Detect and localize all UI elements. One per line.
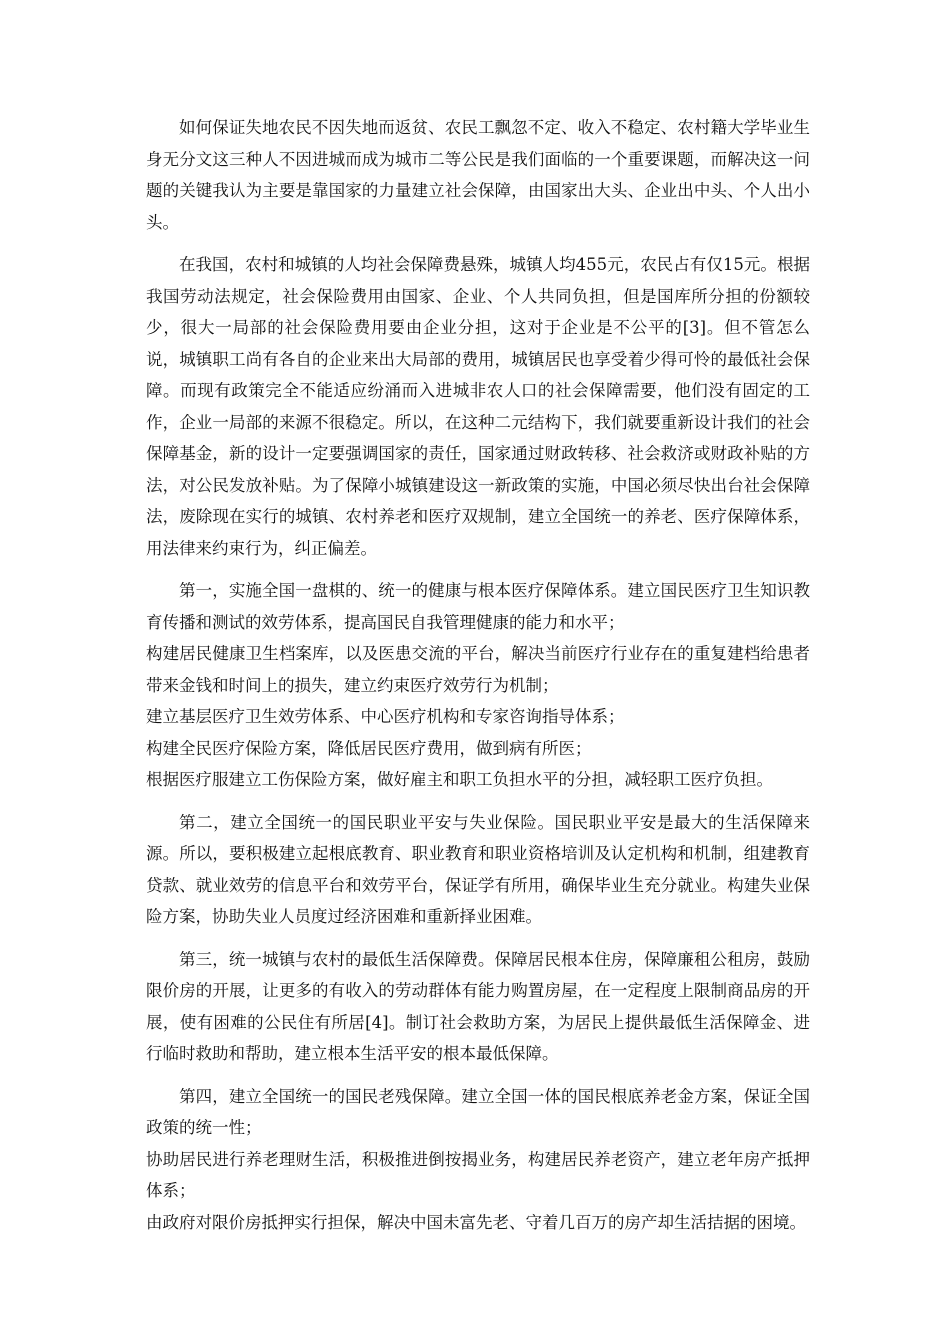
paragraph-first-point-item-4: 根据医疗服建立工伤保险方案，做好雇主和职工负担水平的分担，减轻职工医疗负担。 [146,770,773,789]
paragraph-first-point-item-1: 构建居民健康卫生档案库，以及医患交流的平台，解决当前医疗行业存在的重复建档给患者带来金钱和时间上的损失，建立约束医疗效劳行为机制； [146,644,810,695]
paragraph-third-point: 第三，统一城镇与农村的最低生活保障费。保障居民根本住房，保障廉租公租房，鼓励限价房的开展，让更多的有收入的劳动群体有能力购置房屋，在一定程度上限制商品房的开展，使有困难的公民住有所居[4]。制订社会救助方案，为居民上提供最低生活保障金、进行临时救助和帮助，建立根本生活平安的根本最低保障。 [146,949,810,1063]
paragraph-first-point: 第一，实施全国一盘棋的、统一的健康与根本医疗保障体系。建立国民医疗卫生知识教育传播和测试的效劳体系，提高国民自我管理健康的能力和水平； [146,581,810,632]
paragraph-fourth-point-item-2: 由政府对限价房抵押实行担保，解决中国未富先老、守着几百万的房产却生活拮据的困境。 [146,1212,806,1232]
paragraph-intro: 如何保证失地农民不因失地而返贫、农民工飘忽不定、收入不稳定、农村籍大学毕业生身无分文这三种人不因进城而成为城市二等公民是我们面临的一个重要课题，而解决这一问题的关键我认为主要是靠国家的力量建立社会保障，由国家出大头、企业出中头、个人出小头。 [146,118,810,232]
document-body [146,112,810,1238]
paragraph-first-point-item-2: 建立基层医疗卫生效劳体系、中心医疗机构和专家咨询指导体系； [146,707,625,726]
paragraph-first-point-item-3: 构建全民医疗保险方案，降低居民医疗费用，做到病有所医； [146,738,592,758]
paragraph-fourth-point: 第四，建立全国统一的国民老残保障。建立全国一体的国民根底养老金方案，保证全国政策的统一性； [146,1086,810,1137]
paragraph-second-point: 第二，建立全国统一的国民职业平安与失业保险。国民职业平安是最大的生活保障来源。所以，要积极建立起根底教育、职业教育和职业资格培训及认定机构和机制，组建教育贷款、就业效劳的信息平台和效劳平台，保证学有所用，确保毕业生充分就业。构建失业保险方案，协助失业人员度过经济困难和重新择业困难。 [146,812,810,926]
paragraph-fourth-point-item-1: 协助居民进行养老理财生活，积极推进倒按揭业务，构建居民养老资产，建立老年房产抵押体系； [146,1149,810,1200]
paragraph-social-security: 在我国，农村和城镇的人均社会保障费悬殊，城镇人均455元，农民占有仅15元。根据我国劳动法规定，社会保险费用由国家、企业、个人共同负担，但是国库所分担的份额较少，很大一局部的社会保险费用要由企业分担，这对于企业是不公平的[3]。但不管怎么说，城镇职工尚有各自的企业来出大局部的费用，城镇居民也享受着少得可怜的最低社会保障。而现有政策完全不能适应纷涌而入进城非农人口的社会保障需要，他们没有固定的工作，企业一局部的来源不很稳定。所以，在这种二元结构下，我们就要重新设计我们的社会保障基金，新的设计一定要强调国家的责任，国家通过财政转移、社会救济或财政补贴的方法，对公民发放补贴。为了保障小城镇建设这一新政策的实施，中国必须尽快出台社会保障法，废除现在实行的城镇、农村养老和医疗双规制，建立全国统一的养老、医疗保障体系，用法律来约束行为，纠正偏差。 [146,255,810,558]
